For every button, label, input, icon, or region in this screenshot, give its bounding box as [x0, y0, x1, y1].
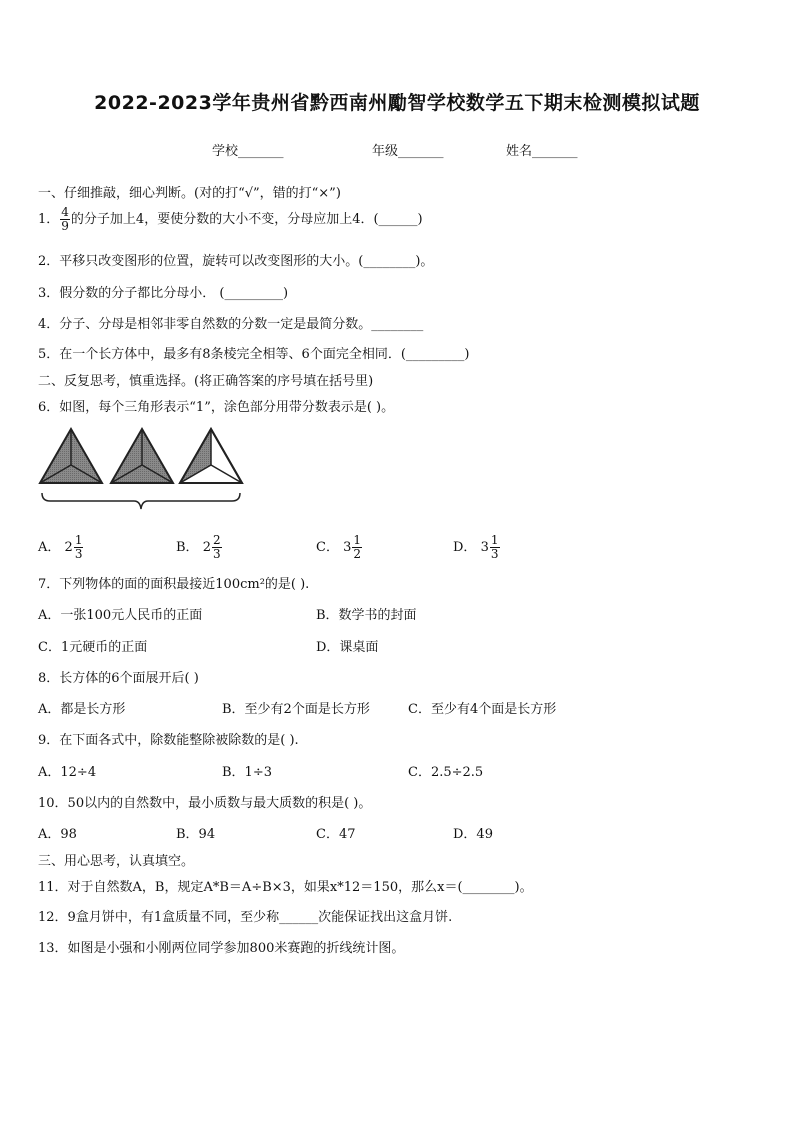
option-a [38, 534, 84, 561]
fraction-numerator: 2 [212, 533, 221, 547]
triangles-figure [36, 425, 246, 515]
q9-option-a: A．12÷4 [38, 765, 97, 780]
q8-option-c: C．至少有4个面是长方形 [408, 702, 557, 717]
question-1 [38, 206, 423, 233]
question-13: 13．如图是小强和小刚两位同学参加800米赛跑的折线统计图。 [38, 941, 405, 956]
question-4: 4．分子、分母是相邻非零自然数的分数一定是最简分数。________ [38, 317, 424, 332]
q10-option-d: D．49 [453, 827, 493, 842]
option-label: D． [453, 540, 477, 555]
option-d [453, 534, 501, 561]
q10-option-b: B．94 [176, 827, 216, 842]
triangle-3 [180, 429, 242, 483]
name-field: 姓名_______ [506, 144, 578, 159]
mixed-whole: 2 [202, 540, 211, 555]
option-fraction [74, 534, 84, 561]
question-7: 7．下列物体的面的面积最接近100cm²的是( ). [38, 577, 310, 592]
question-2: 2．平移只改变图形的位置，旋转可以改变图形的大小。(________)。 [38, 254, 434, 269]
question-number: 1． [38, 212, 60, 227]
q10-option-a: A．98 [38, 827, 77, 842]
question-12: 12．9盒月饼中，有1盒质量不同，至少称______次能保证找出这盒月饼. [38, 910, 453, 925]
q8-option-b: B．至少有2个面是长方形 [222, 702, 370, 717]
section-3-heading: 三、用心思考，认真填空。 [38, 854, 195, 869]
q7-option-d: D．课桌面 [316, 640, 379, 655]
option-label: C． [316, 540, 339, 555]
question-6: 6．如图，每个三角形表示“1”，涂色部分用带分数表示是( )。 [38, 400, 395, 415]
option-fraction [490, 534, 500, 561]
q9-option-c: C．2.5÷2.5 [408, 765, 484, 780]
q8-option-a: A．都是长方形 [38, 702, 126, 717]
fraction-numerator: 1 [74, 533, 83, 547]
triangle-1 [40, 429, 102, 483]
fraction-denominator: 9 [61, 219, 69, 233]
fraction-numerator: 1 [490, 533, 499, 547]
question-10: 10．50以内的自然数中，最小质数与最大质数的积是( )。 [38, 796, 372, 811]
grade-field: 年级_______ [372, 144, 444, 159]
option-fraction [212, 534, 222, 561]
fraction-denominator: 3 [490, 547, 499, 561]
brace [42, 493, 240, 509]
q7-option-c: C．1元硬币的正面 [38, 640, 148, 655]
q9-option-b: B．1÷3 [222, 765, 272, 780]
school-field: 学校_______ [212, 144, 284, 159]
section-2-heading: 二、反复思考，慎重选择。(将正确答案的序号填在括号里) [38, 374, 374, 389]
fraction-numerator: 1 [353, 533, 362, 547]
section-1-heading: 一、仔细推敲，细心判断。(对的打“√”，错的打“×”) [38, 186, 341, 201]
mixed-whole: 3 [343, 540, 352, 555]
fraction [60, 206, 70, 233]
mixed-whole: 2 [64, 540, 73, 555]
option-label: B． [176, 540, 199, 555]
question-5: 5．在一个长方体中，最多有8条棱完全相等、6个面完全相同．(_________) [38, 347, 470, 362]
triangle-2 [111, 429, 173, 483]
question-text: 的分子加上4，要使分数的大小不变，分母应加上4．(______) [70, 212, 423, 227]
option-c [316, 534, 363, 561]
fraction-denominator: 3 [212, 547, 221, 561]
option-label: A． [38, 540, 61, 555]
option-b [176, 534, 223, 561]
q7-option-b: B．数学书的封面 [316, 608, 417, 623]
q7-option-a: A．一张100元人民币的正面 [38, 608, 203, 623]
fraction-denominator: 3 [74, 547, 83, 561]
question-8: 8．长方体的6个面展开后( ) [38, 671, 199, 686]
fraction-numerator: 4 [61, 205, 69, 219]
page-title: 2022-2023学年贵州省黔西南州勵智学校数学五下期末检测模拟试题 [94, 92, 700, 114]
q10-option-c: C．47 [316, 827, 356, 842]
question-11: 11．对于自然数A，B，规定A*B＝A÷B×3，如果x*12＝150，那么x＝(________)。 [38, 880, 533, 895]
question-3: 3．假分数的分子都比分母小． (_________) [38, 286, 289, 301]
mixed-whole: 3 [480, 540, 489, 555]
question-9: 9．在下面各式中，除数能整除被除数的是( ). [38, 733, 299, 748]
fraction-denominator: 2 [353, 547, 362, 561]
option-fraction [352, 534, 362, 561]
